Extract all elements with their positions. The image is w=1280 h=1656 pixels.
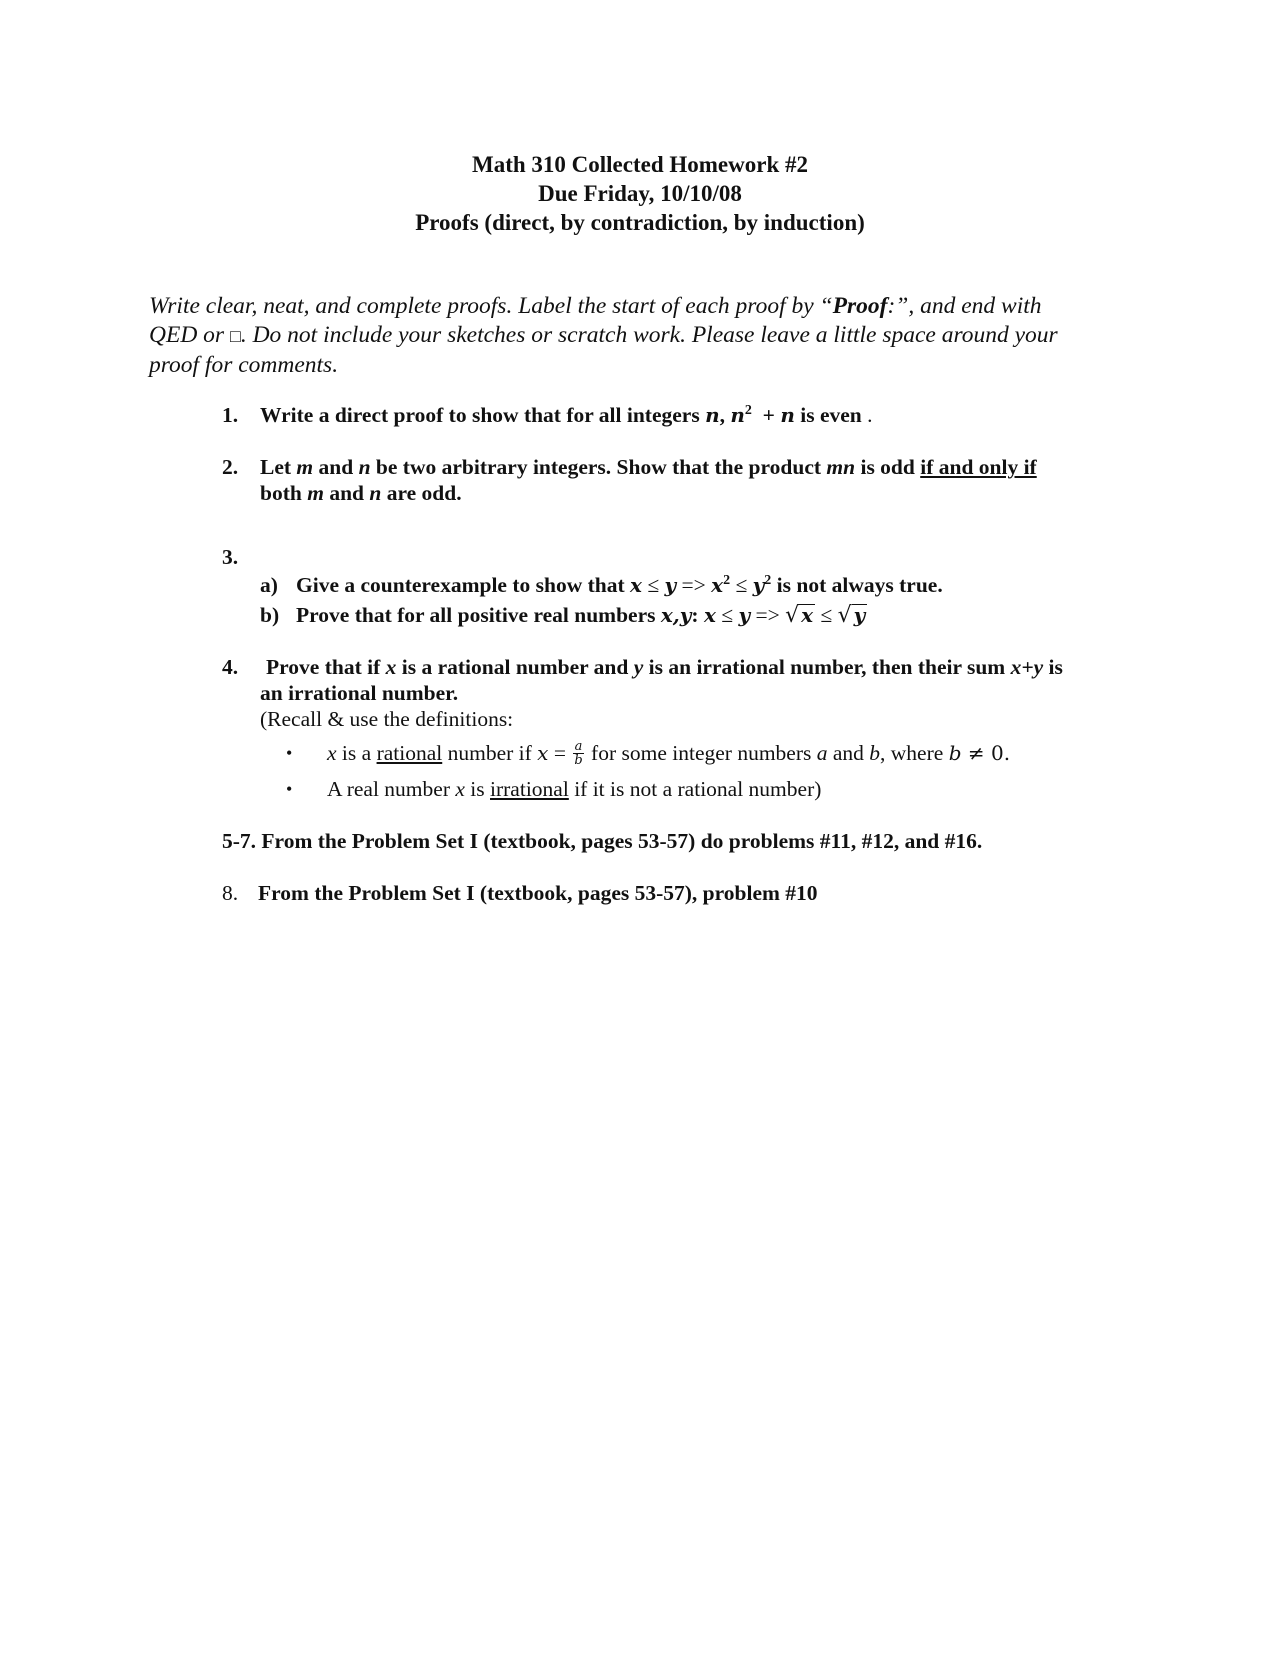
text: : (691, 603, 704, 627)
math-op: ≤ (641, 573, 665, 597)
text: is an irrational number, then their sum (643, 655, 1011, 679)
text: is even (794, 403, 862, 427)
text: for some integer numbers (585, 741, 817, 765)
due-date: Due Friday, 10/10/08 (538, 181, 742, 206)
text: an irrational number. (260, 681, 459, 705)
problem-text (260, 454, 1160, 506)
text: and (827, 741, 870, 765)
text: Give a counterexample to show that (296, 573, 631, 597)
subpart-label: a) (260, 573, 278, 597)
math-var: x+y (1010, 655, 1044, 679)
text: is odd (855, 455, 921, 479)
text: is a rational number and (396, 655, 634, 679)
proof-label: Proof (832, 293, 888, 319)
instructions-text: proof for comments. (149, 352, 339, 378)
subpart-text (296, 602, 867, 629)
text: , where (880, 741, 949, 765)
text: is (1043, 655, 1063, 679)
math-var: n (780, 403, 795, 427)
math-var: y (664, 573, 677, 597)
math-var: x (630, 573, 642, 597)
math-var: n (705, 403, 720, 427)
problem-text (260, 402, 873, 428)
math-var: y (853, 603, 866, 627)
exponent: 2 (744, 402, 752, 418)
problem-number: 1. (222, 403, 239, 427)
text: + (751, 403, 781, 427)
math-var: b (869, 741, 881, 765)
numerator: a (574, 738, 583, 754)
problem-number: 3. (222, 545, 239, 569)
term-irrational: irrational (490, 777, 569, 801)
document-title: Math 310 Collected Homework #2 (472, 152, 808, 177)
math-op: ≠ 0. (961, 741, 1011, 765)
text: and (323, 481, 370, 505)
exponent: 2 (764, 572, 772, 588)
bullet-icon: • (286, 743, 293, 763)
term-rational: rational (376, 741, 443, 765)
math-var: a (816, 741, 828, 765)
problem-number: 4. (222, 655, 239, 679)
text: is (464, 777, 491, 801)
instructions-text: Write clear, neat, and complete proofs. Label the start of each proof by “ (149, 293, 833, 319)
problems-5-7: 5-7. From the Problem Set I (textbook, pages 53-57) do problems #11, #12, and #16. (222, 829, 983, 853)
fraction (573, 740, 583, 767)
text: 8 (222, 881, 233, 905)
qed-box-icon: □ (229, 326, 241, 346)
problem-text: From the Problem Set I (textbook, pages 53-57), problem #10 (258, 881, 818, 905)
math-var: x (703, 603, 716, 627)
text: . (861, 403, 873, 427)
math-op: => (676, 573, 712, 597)
math-var: x (711, 573, 724, 597)
math-var: n (358, 455, 371, 479)
math-var: x (327, 741, 337, 765)
bullet-text (327, 776, 821, 802)
text: Prove that if (266, 655, 386, 679)
topic-line: Proofs (direct, by contradiction, by induction) (415, 210, 865, 235)
math-var: m (307, 481, 324, 505)
subpart-label: b) (260, 603, 280, 627)
text: is a (336, 741, 377, 765)
problem-number (222, 880, 238, 906)
math-var: b (948, 741, 962, 765)
text: if it is not a rational number) (568, 777, 822, 801)
math-op: ≤ (715, 603, 739, 627)
math-var: x (801, 603, 814, 627)
math-op: ≤ (815, 603, 838, 627)
math-var: n (730, 403, 745, 427)
math-var: m (296, 455, 314, 479)
instructions-text: . Do not include your sketches or scratch work. Please leave a little space around your (240, 322, 1058, 348)
sqrt-symbol: √ (785, 603, 800, 628)
math-var: x (455, 777, 465, 801)
math-var: mn (826, 455, 856, 479)
text: , (719, 403, 731, 427)
math-op: ≤ (730, 573, 753, 597)
math-op: => (750, 603, 786, 627)
denominator: b (574, 752, 583, 768)
subpart-text (296, 572, 943, 598)
iff-phrase: if and only if (920, 455, 1037, 479)
math-var: y (633, 655, 644, 679)
math-var: n (369, 481, 382, 505)
math-var: x (537, 741, 549, 765)
problem-number: 2. (222, 455, 239, 479)
math-var: y (738, 603, 751, 627)
text: number if (442, 741, 538, 765)
exponent: 2 (723, 572, 731, 588)
text: Prove that for all positive real numbers (296, 603, 661, 627)
math-op: = (548, 741, 572, 765)
instructions-paragraph (149, 292, 1139, 380)
math-var: y (752, 573, 765, 597)
text: both (260, 481, 308, 505)
text: are odd. (381, 481, 462, 505)
text: . (232, 881, 239, 905)
text: Write a direct proof to show that for all integers (260, 403, 706, 427)
text: Let (260, 455, 297, 479)
problem-text (260, 654, 1170, 732)
math-var: x (385, 655, 397, 679)
instructions-text: :”, and end with (887, 293, 1042, 319)
text: and (313, 455, 359, 479)
text: be two arbitrary integers. Show that the product (370, 455, 827, 479)
bullet-text (327, 740, 1010, 769)
text: A real number (327, 777, 456, 801)
document-header (0, 150, 1280, 237)
math-var: x,y (660, 603, 692, 627)
sqrt-symbol: √ (837, 603, 852, 628)
recall-note: (Recall & use the definitions: (260, 707, 514, 731)
bullet-icon: • (286, 779, 293, 799)
instructions-text: QED or (149, 322, 230, 348)
text: is not always true. (771, 573, 943, 597)
